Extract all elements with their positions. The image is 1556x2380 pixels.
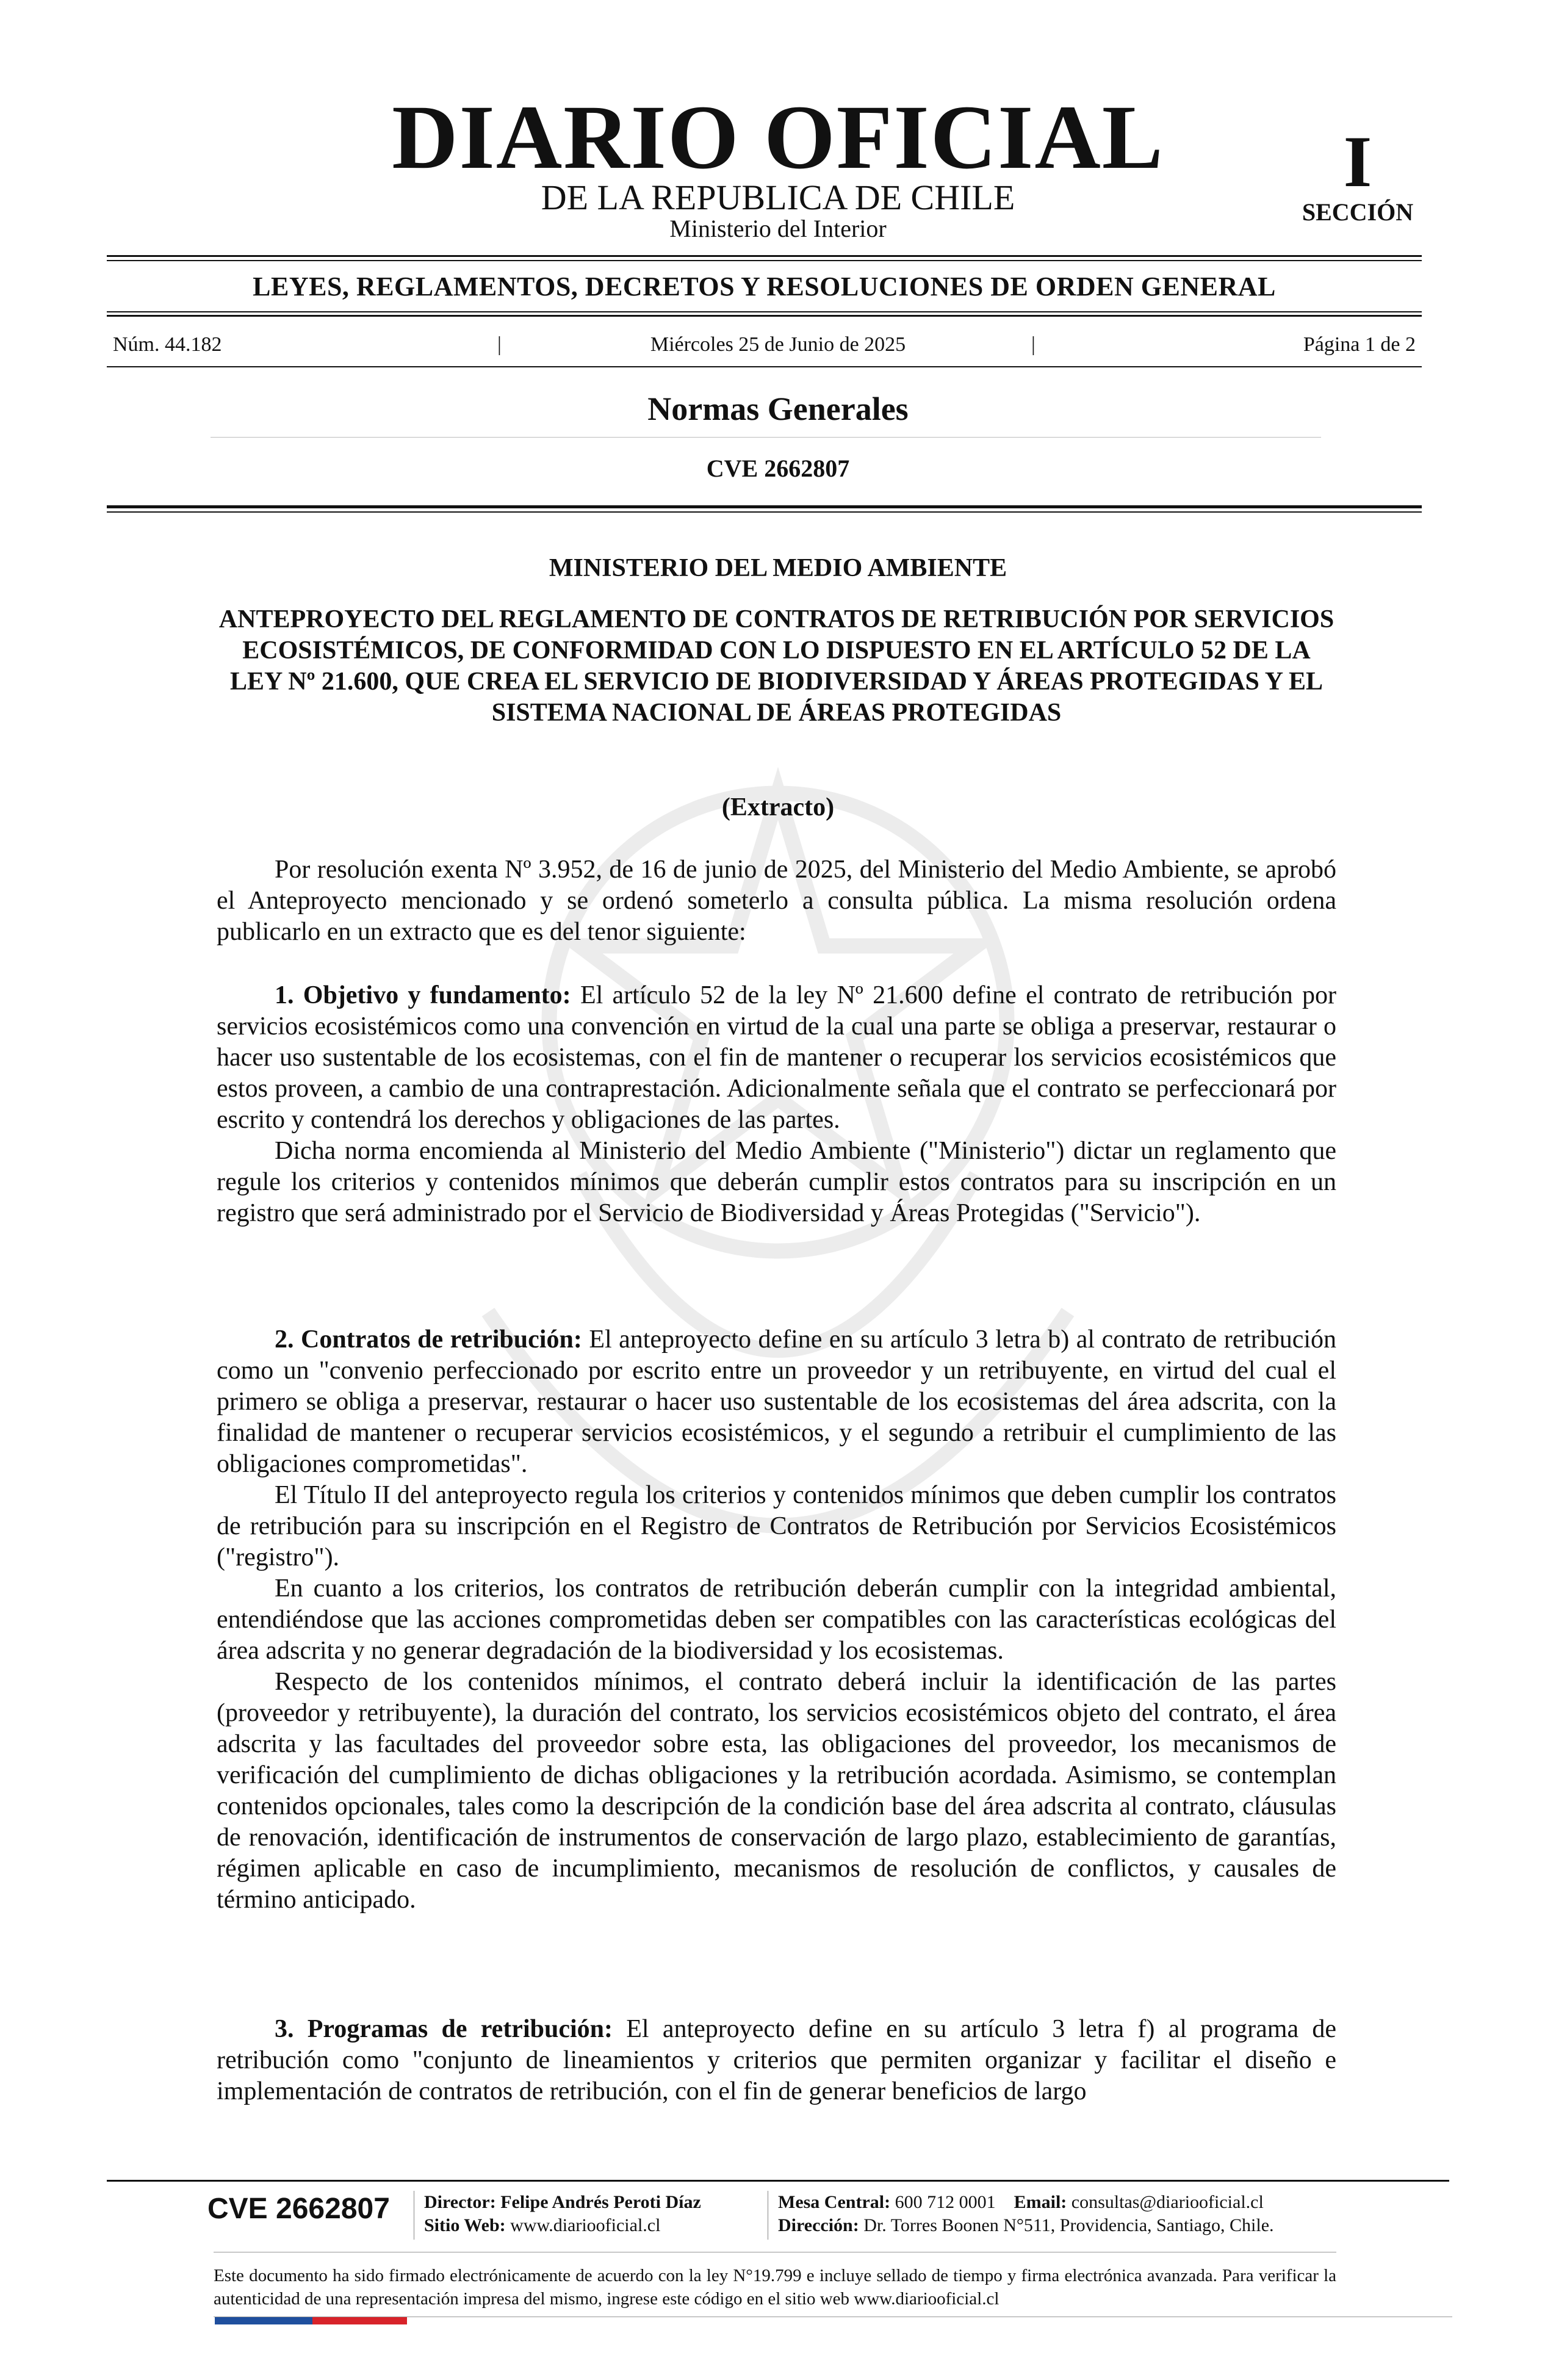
document-title: ANTEPROYECTO DEL REGLAMENTO DE CONTRATOS DE RETRIBUCIÓN POR SERVICIOS ECOSISTÉMICOS, DE CONFORMIDAD CON LO DISPUESTO EN EL ARTÍCULO 52 DE LA LEY Nº 21.600, QUE CREA EL SERVICIO DE BIODIVERSIDAD Y ÁREAS PROTEGIDAS Y EL SISTEMA NACIONAL DE ÁREAS PROTEGIDAS [218,605,1334,727]
director-label: Director: [424,2192,496,2212]
banner-leyes: LEYES, REGLAMENTOS, DECRETOS Y RESOLUCIONES DE ORDEN GENERAL [253,272,1276,301]
section-2-paragraph-1 [217,1324,1336,1480]
masthead-subtitle: DE LA REPUBLICA DE CHILE [541,178,1015,217]
section-2-heading: 2. Contratos de retribución: [275,1325,582,1354]
section-number: I [1343,121,1372,202]
address-label: Dirección: [778,2215,859,2235]
site-url[interactable]: www.diariooficial.cl [510,2215,661,2235]
section-3 [217,2014,1336,2107]
rule-double-bottom [107,311,1422,312]
section-3-heading: 3. Programas de retribución: [275,2015,613,2043]
flag-stripe-blue [215,2317,312,2324]
section-1-heading: 1. Objetivo y fundamento: [275,981,571,1009]
meta-separator-1: | [497,333,502,356]
email-address[interactable]: consultas@diariooficial.cl [1071,2192,1264,2212]
footer-contact-block [778,2191,1358,2237]
section-2 [217,1324,1336,1916]
masthead-title: DIARIO OFICIAL [392,87,1164,188]
page-indicator: Página 1 de 2 [1303,333,1416,356]
mesa-phone: 600 712 0001 [895,2192,996,2212]
footer-note: Este documento ha sido firmado electrónicamente de acuerdo con la ley N°19.799 e incluye sellado de tiempo y firma electrónica avanzada. Para verificar la autenticidad de una representación impresa del mismo, ingrese este código en el sitio web www.diariooficial.cl [214,2266,1336,2309]
section-3-paragraph-1 [217,2014,1336,2107]
flag-stripe-red [312,2317,407,2324]
email-label: Email: [1014,2192,1067,2212]
section-2-paragraph-4: Respecto de los contenidos mínimos, el contrato deberá incluir la identificación de las partes (proveedor y retribuyente), la duración del contrato, los servicios ecosistémicos objeto del contrato, el área adscrita y las facultades del proveedor sobre esta, las obligaciones del proveedor, los mecanismos de verificación del cumplimiento de dichas obligaciones y la retribución acordada. Asimismo, se contemplan contenidos opcionales, tales como la descripción de la condición base del área adscrita al contrato, cláusulas de renovación, identificación de instrumentos de conservación de largo plazo, establecimiento de garantías, régimen aplicable en caso de incumplimiento, mecanismos de resolución de conflictos, y causales de término anticipado. [217,1668,1336,1914]
section-2-text-1: El anteproyecto define en su artículo 3 letra b) al contrato de retribución como un "convenio perfeccionado por escrito entre un proveedor y un retribuyente, en virtud del cual el primero se obliga a preservar, restaurar o hacer uso sustentable de los ecosistemas del área adscrita, con la finalidad de mantener o recuperar servicios ecosistémicos, y el segundo a retribuir el cumplimiento de las obligaciones comprometidas". [217,1325,1337,1478]
cve-code: CVE 2662807 [706,455,850,482]
director-name: Felipe Andrés Peroti Díaz [500,2192,701,2212]
footer-rule [107,2180,1449,2182]
rule-double-top [107,255,1422,257]
issue-number: Núm. 44.182 [113,333,222,356]
section-1-text-1: El artículo 52 de la ley Nº 21.600 define el contrato de retribución por servicios ecosistémicos como una convención en virtud de la cual una parte se obliga a preservar, restaurar o hacer uso sustentable de los ecosistemas, con el fin de mantener o recuperar los servicios ecosistémicos que estos proveen, a cambio de una contraprestación. Adicionalmente señala que el contrato se perfeccionará por escrito y contendrá los derechos y obligaciones de las partes. [217,981,1337,1134]
extracto-label: (Extracto) [721,793,835,821]
masthead-ministry: Ministerio del Interior [669,215,887,242]
site-label: Sitio Web: [424,2215,506,2235]
section-label: SECCIÓN [1302,198,1414,226]
meta-separator-2: | [1031,333,1036,356]
section-3-text-1: El anteproyecto define en su artículo 3 letra f) al programa de retribución como "conjunto de lineamientos y criterios que permiten organizar y facilitar el diseño e implementación de contratos de retribución, con el fin de generar beneficios de largo [217,2015,1337,2105]
rule-double-bottom-2 [107,315,1422,317]
rule-thin [211,437,1321,438]
intro-paragraph-block [217,854,1336,948]
section-2-paragraph-2: El Título II del anteproyecto regula los criterios y contenidos mínimos que deben cumplir los contratos de retribución para su inscripción en el Registro de Contratos de Retribución por Servicios Ecosistémicos ("registro"). [217,1481,1336,1571]
ministry-heading: MINISTERIO DEL MEDIO AMBIENTE [549,554,1007,582]
address-text: Dr. Torres Boonen N°511, Providencia, Santiago, Chile. [863,2215,1274,2235]
section-1-paragraph-1 [217,980,1336,1136]
footer-cve: CVE 2662807 [207,2193,390,2225]
rule-double-top-2 [107,260,1422,261]
section-1 [217,980,1336,1229]
section-1-paragraph-2: Dicha norma encomienda al Ministerio del Medio Ambiente ("Ministerio") dictar un reglamento que regule los criterios y contenidos mínimos que deberán cumplir estos contratos para su inscripción en un registro que será administrado por el Servicio de Biodiversidad y Áreas Protegidas ("Servicio"). [217,1137,1336,1227]
mesa-label: Mesa Central: [778,2192,891,2212]
section-title: Normas Generales [647,391,909,427]
rule-meta [107,366,1422,367]
footer-director-block [424,2191,790,2237]
section-2-paragraph-3: En cuanto a los criterios, los contratos de retribución deberán cumplir con la integridad ambiental, entendiéndose que las acciones comprometidas deben ser compatibles con las características ecológicas del área adscrita y no generar degradación de la biodiversidad y los ecosistemas. [217,1574,1336,1665]
intro-paragraph: Por resolución exenta Nº 3.952, de 16 de junio de 2025, del Ministerio del Medio Ambiente, se aprobó el Anteproyecto mencionado y se ordenó someterlo a consulta pública. La misma resolución ordena publicarlo en un extracto que es del tenor siguiente: [217,856,1336,946]
issue-date: Miércoles 25 de Junio de 2025 [650,333,906,356]
rule-thick [107,505,1422,508]
rule-thick-2 [107,511,1422,513]
